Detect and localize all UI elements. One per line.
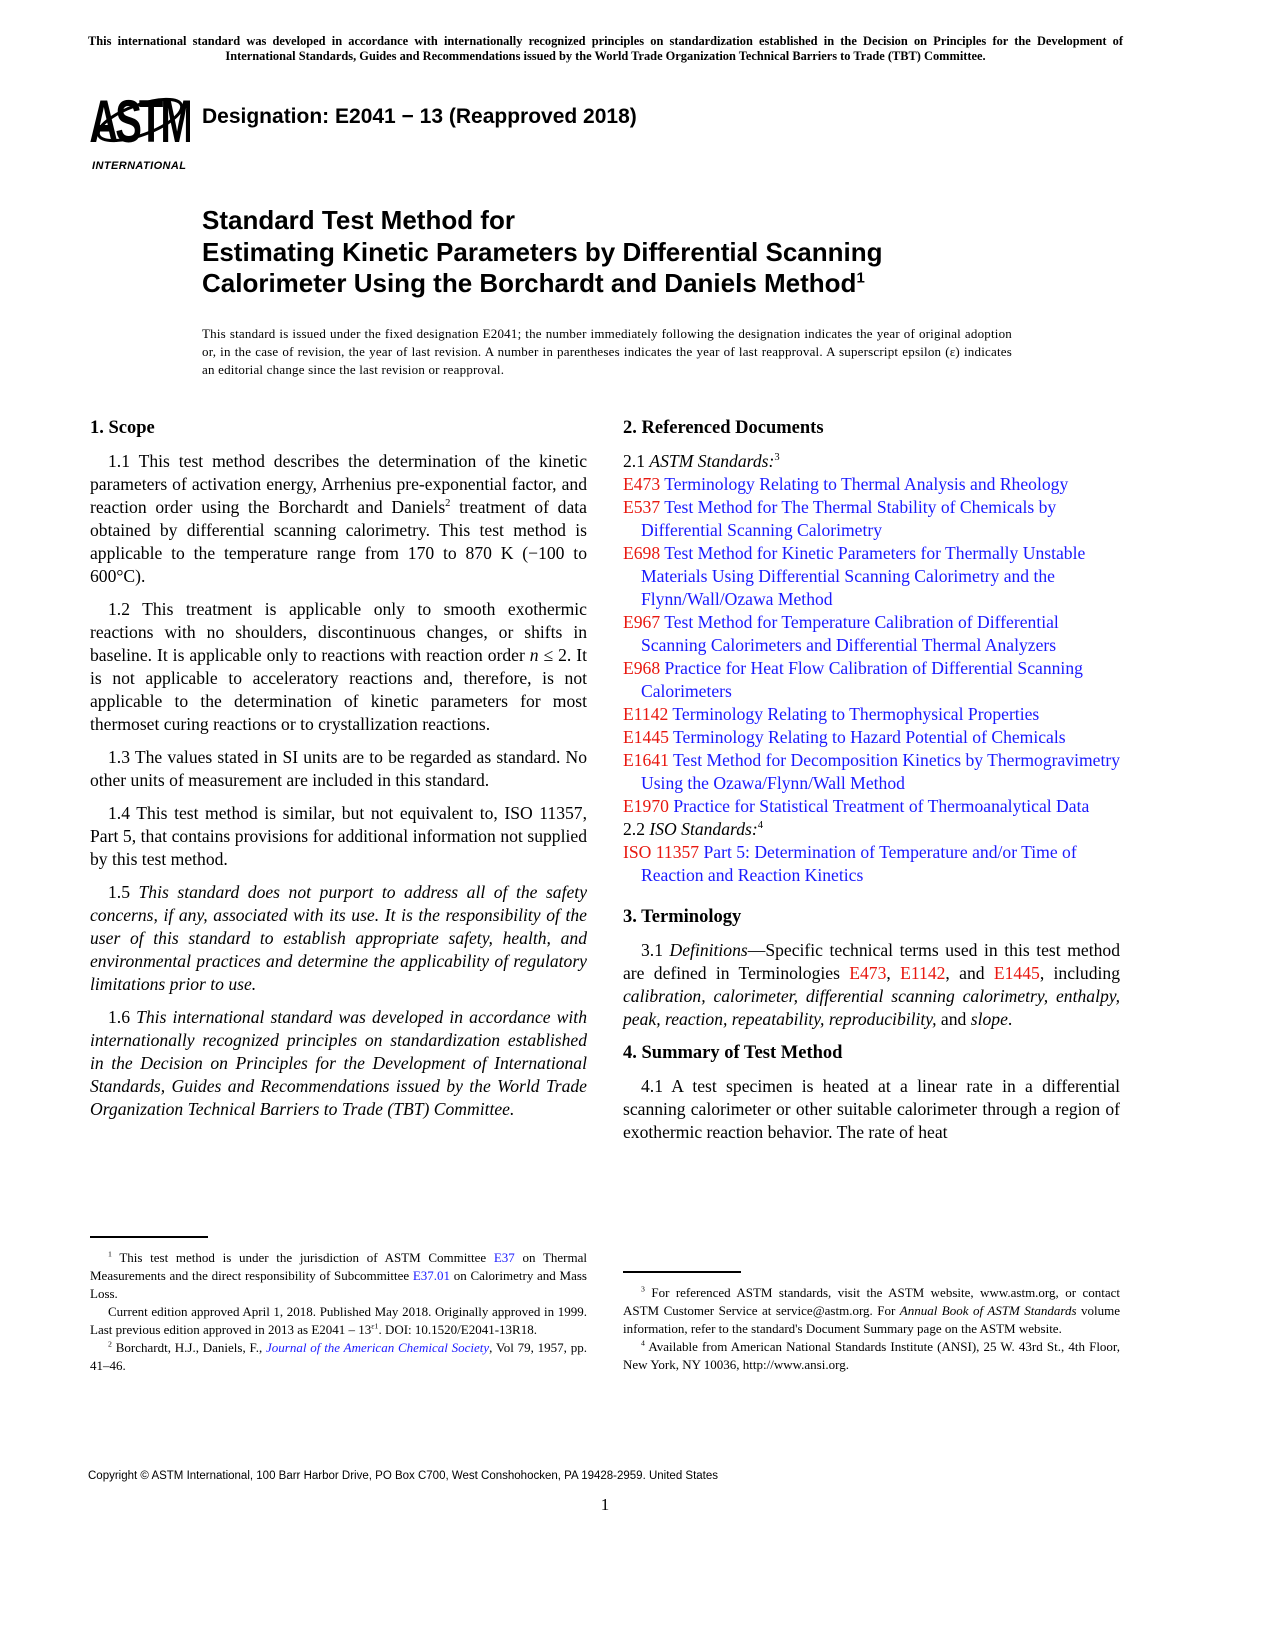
paragraph: [623, 939, 1120, 1031]
reference-item: [623, 496, 1120, 542]
page-number: 1: [600, 1495, 610, 1514]
reference-link[interactable]: Part 5: Determination of Temperature and/or Time of Reaction and Reaction Kinetics: [641, 842, 1077, 885]
reference-link[interactable]: Terminology Relating to Thermophysical Properties: [668, 704, 1040, 724]
text-run: 2.2: [623, 819, 650, 839]
copyright: Copyright © ASTM International, 100 Barr Harbor Drive, PO Box C700, West Conshohocken, PA 19428-2959. United States: [88, 1470, 719, 1482]
footnote-mark: 4: [757, 820, 764, 832]
footnote: [623, 1338, 1120, 1374]
designation: Designation: E2041 − 13 (Reapproved 2018): [202, 105, 637, 128]
reference-item: [623, 473, 1120, 496]
paragraph: [90, 598, 587, 736]
section-heading: [90, 416, 587, 440]
reference-link[interactable]: Test Method for Kinetic Parameters for Thermally Unstable Materials Using Differential Scanning Calorimetry and the Flynn/Wall/Ozawa Method: [641, 543, 1086, 609]
text-run: 1.5: [108, 882, 139, 902]
reference-item: [623, 611, 1120, 657]
paragraph: [623, 450, 1120, 473]
reference-item: [623, 703, 1120, 726]
text-run: 3.1: [641, 940, 670, 960]
reference-link[interactable]: E698: [623, 543, 661, 563]
reference-item: [623, 749, 1120, 795]
reference-link[interactable]: E1445: [993, 963, 1040, 983]
footnote: [90, 1339, 587, 1375]
text-run: ≤ 2. It is not applicable to acceleratory reactions and, therefore, is not applicable to the determination of kinetic parameters for most thermoset curing reactions or to crystallization reactions.: [90, 645, 587, 734]
footnote-mark: 2: [445, 498, 451, 510]
text-run: ISO Standards:: [649, 819, 758, 839]
footnote-mark: 3: [641, 1284, 645, 1294]
text-run: —Specific technical terms used in this test method are defined in Terminologies: [623, 940, 1120, 983]
paragraph: [90, 1006, 587, 1121]
title-line-3-text: Calorimeter Using the Borchardt and Daniels Method: [202, 268, 857, 298]
text-run: 1.4 This test method is similar, but not equivalent to, ISO 11357, Part 5, that contains provisions for additional information not supplied by this test method.: [90, 803, 587, 869]
text-run: 1.6: [108, 1007, 137, 1027]
footnote: [90, 1303, 587, 1339]
text-run: 4. Summary of Test Method: [623, 1043, 843, 1063]
left-column: [90, 416, 587, 1131]
reference-link[interactable]: E537: [623, 497, 661, 517]
text-run: 1.3 The values stated in SI units are to be regarded as standard. No other units of measurement are included in this standard.: [90, 747, 587, 790]
text-run: 2. Referenced Documents: [623, 418, 824, 438]
reference-item: [623, 841, 1120, 887]
text-run: slope: [970, 1009, 1008, 1029]
footnotes-right: [623, 1284, 1120, 1374]
title-footnote-mark: 1: [856, 269, 865, 287]
reference-link[interactable]: Terminology Relating to Thermal Analysis and Rheology: [660, 474, 1069, 494]
reference-link[interactable]: Terminology Relating to Hazard Potential of Chemicals: [668, 727, 1066, 747]
svg-text:INTERNATIONAL: INTERNATIONAL: [92, 160, 186, 172]
footnote-mark: ε1: [371, 1321, 379, 1331]
section-heading: [623, 905, 1120, 929]
footnote: [90, 1249, 587, 1303]
astm-logo-icon: [90, 82, 190, 172]
reference-item: [623, 657, 1120, 703]
section-heading: [623, 416, 1120, 440]
reference-link[interactable]: E1641: [623, 750, 669, 770]
text-run: 1. Scope: [90, 418, 155, 438]
footnote-mark: 4: [641, 1338, 645, 1348]
reference-item: [623, 795, 1120, 818]
text-run: Current edition approved April 1, 2018. Published May 2018. Originally approved in 1999. Last previous edition approved in 2013 as E2041 – 13: [90, 1304, 587, 1337]
reference-link[interactable]: E1445: [623, 727, 669, 747]
footnote: [623, 1284, 1120, 1338]
text-run: Borchardt, H.J., Daniels, F.,: [111, 1340, 267, 1355]
text-run: .: [1007, 1009, 1013, 1029]
reference-item: [623, 726, 1120, 749]
text-run: This test method is under the jurisdiction of ASTM Committee: [111, 1250, 494, 1265]
paragraph: [623, 818, 1120, 841]
text-run: ASTM Standards:: [649, 451, 775, 471]
paragraph: [90, 881, 587, 996]
text-run: treatment of data obtained by differential scanning calorimetry. This test method is applicable to the temperature range from 170 to 870 K (−100 to 600°C).: [90, 497, 587, 586]
paragraph: [90, 802, 587, 871]
reference-link[interactable]: Journal of the American Chemical Society: [266, 1340, 490, 1355]
text-run: ,: [886, 963, 901, 983]
svg-text:ASTM: ASTM: [90, 87, 190, 155]
text-run: 2.1: [623, 451, 650, 471]
text-run: This international standard was developed in accordance with internationally recognized principles on standardization established in the Decision on Principles for the Development of International Standards, Guides and Recommendations issued by the World Trade Organization Technical Barriers to Trade (TBT) Committee.: [90, 1007, 587, 1119]
text-run: 1.1 This test method describes the determination of the kinetic parameters of activation energy, Arrhenius pre-exponential factor, and reaction order using the Borchardt and Daniels: [90, 451, 587, 517]
text-run: , including: [1039, 963, 1120, 983]
right-column: [623, 416, 1120, 1154]
reference-link[interactable]: Test Method for Decomposition Kinetics by Thermogravimetry Using the Ozawa/Flynn/Wall Method: [641, 750, 1121, 793]
title-line-1: Standard Test Method for: [202, 205, 515, 235]
astm-logo: [90, 82, 190, 172]
text-run: , and: [945, 963, 994, 983]
title-line-2: Estimating Kinetic Parameters by Differential Scanning: [202, 236, 883, 267]
reference-link[interactable]: E1142: [623, 704, 669, 724]
text-run: Definitions: [669, 940, 748, 960]
text-run: 3. Terminology: [623, 907, 742, 927]
text-run: 1.2 This treatment is applicable only to smooth exothermic reactions with no shoulders, discontinuous changes, or shifts in baseline. It is applicable only to reactions with reaction order: [90, 599, 587, 665]
reference-link[interactable]: E37: [493, 1250, 515, 1265]
footnote-divider-left: [90, 1236, 208, 1238]
footnote-divider-right: [623, 1271, 741, 1273]
paragraph: [90, 450, 587, 588]
reference-link[interactable]: E1970: [623, 796, 669, 816]
reference-item: [623, 542, 1120, 611]
footnotes-left: [90, 1249, 587, 1375]
footnote-mark: 3: [774, 452, 780, 464]
text-run: , Vol 79, 1957, pp. 41–46.: [90, 1340, 587, 1373]
text-run: . DOI: 10.1520/E2041-13R18.: [378, 1322, 537, 1337]
paragraph: [623, 1075, 1120, 1144]
reference-link[interactable]: E473: [623, 474, 661, 494]
footnote-mark: 1: [108, 1249, 112, 1259]
reference-link[interactable]: Test Method for The Thermal Stability of Chemicals by Differential Scanning Calorimetry: [641, 497, 1057, 540]
reference-link[interactable]: E37.01: [412, 1268, 451, 1283]
reference-link[interactable]: ISO 11357: [623, 842, 700, 862]
preamble: This standard is issued under the fixed designation E2041; the number immediately following the designation indicates the year of original adoption or, in the case of revision, the year of last revision. A number in parentheses indicates the year of last reapproval. A superscript epsilon (ε) indicates an editorial change since the last revision or reapproval.: [202, 326, 1012, 377]
text-run: on Calorimetry and Mass Loss.: [90, 1268, 587, 1301]
footnote-mark: 2: [108, 1339, 112, 1349]
text-run: Available from American National Standards Institute (ANSI), 25 W. 43rd St., 4th Floor, New York, NY 10036, http://www.ansi.org.: [623, 1339, 1120, 1372]
reference-link[interactable]: E967: [623, 612, 661, 632]
text-run: and: [936, 1009, 971, 1029]
text-run: 4.1 A test specimen is heated at a linear rate in a differential scanning calorimeter or other suitable calorimeter through a region of exothermic reaction behavior. The rate of heat: [623, 1076, 1120, 1142]
text-run: volume information, refer to the standard's Document Summary page on the ASTM website.: [623, 1303, 1121, 1336]
section-heading: [623, 1041, 1120, 1065]
text-run: calibration, calorimeter, differential scanning calorimetry, enthalpy, peak, reaction, repeatability, reproducibility,: [623, 986, 1120, 1029]
reference-link[interactable]: Test Method for Temperature Calibration of Differential Scanning Calorimeters and Differential Thermal Analyzers: [641, 612, 1059, 655]
reference-link[interactable]: E1142: [900, 963, 946, 983]
reference-link[interactable]: E473: [849, 963, 887, 983]
wto-notice: This international standard was developed in accordance with internationally recognized principles on standardization established in the Decision on Principles for the Development of International Standards, Guides and Recommendations issued by the World Trade Organization Technical Barriers to Trade (TBT) Committee.: [88, 34, 1123, 63]
text-run: n: [529, 645, 539, 665]
text-run: on Thermal Measurements and the direct responsibility of Subcommittee: [90, 1250, 587, 1283]
reference-link[interactable]: Practice for Statistical Treatment of Thermoanalytical Data: [668, 796, 1090, 816]
reference-link[interactable]: E968: [623, 658, 661, 678]
reference-link[interactable]: Practice for Heat Flow Calibration of Differential Scanning Calorimeters: [641, 658, 1083, 701]
text-run: This standard does not purport to address all of the safety concerns, if any, associated with its use. It is the responsibility of the user of this standard to establish appropriate safety, health, and environmental practices and determine the applicability of regulatory limitations prior to use.: [90, 882, 587, 994]
title-line-3: [202, 268, 883, 300]
document-title: [202, 205, 883, 300]
paragraph: [90, 746, 587, 792]
text-run: For referenced ASTM standards, visit the ASTM website, www.astm.org, or contact ASTM Customer Service at service@astm.org. For: [623, 1285, 1120, 1318]
text-run: Annual Book of ASTM Standards: [899, 1303, 1077, 1318]
